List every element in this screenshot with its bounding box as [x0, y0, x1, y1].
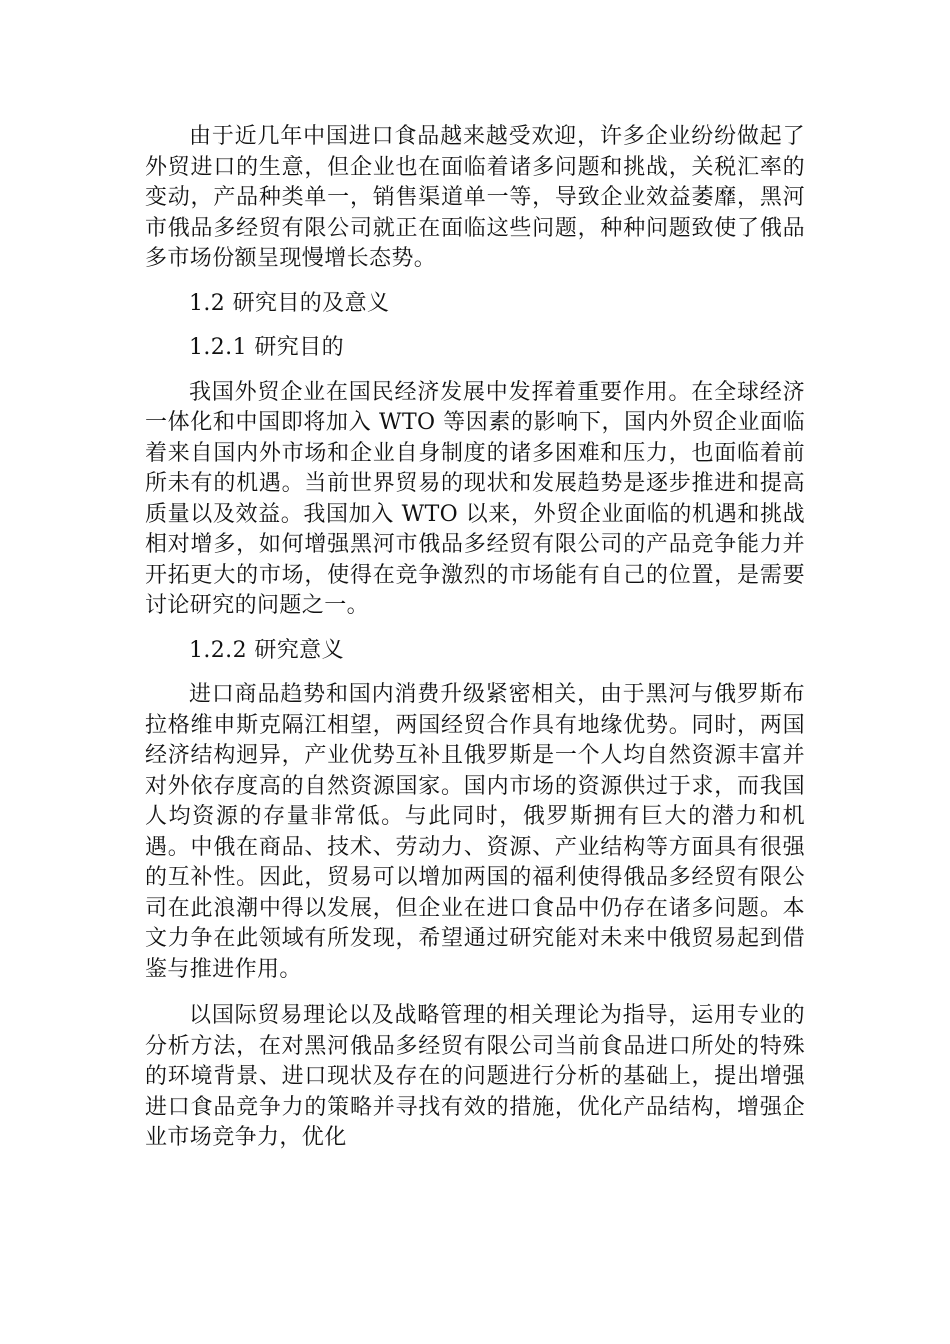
- paragraph-research-significance: 进口商品趋势和国内消费升级紧密相关，由于黑河与俄罗斯布拉格维申斯克隔江相望，两国经贸合作具有地缘优势。同时，两国经济结构迥异，产业优势互补且俄罗斯是一个人均自然资源丰富并对外依存度高的自然资源国家。国内市场的资源供过于求，而我国人均资源的存量非常低。与此同时，俄罗斯拥有巨大的潜力和机遇。中俄在商品、技术、劳动力、资源、产业结构等方面具有很强的互补性。因此，贸易可以增加两国的福利使得俄品多经贸有限公司在此浪潮中得以发展，但企业在进口食品中仍存在诸多问题。本文力争在此领域有所发现，希望通过研究能对未来中俄贸易起到借鉴与推进作用。: [145, 682, 805, 982]
- paragraph-research-purpose: 我国外贸企业在国民经济发展中发挥着重要作用。在全球经济一体化和中国即将加入 WTO 等因素的影响下，国内外贸企业面临着来自国内外市场和企业自身制度的诸多困难和压力，也面临着前所未有的机遇。当前世界贸易的现状和发展趋势是逐步推进和提高质量以及效益。我国加入 WTO 以来，外贸企业面临的机遇和挑战相对增多，如何增强黑河市俄品多经贸有限公司的产品竞争能力并开拓更大的市场，使得在竞争激烈的市场能有自己的位置，是需要讨论研究的问题之一。: [145, 379, 805, 618]
- subsection-heading-1-2-2: 1.2.2 研究意义: [189, 637, 344, 663]
- document-page: [145, 122, 805, 1154]
- paragraph-intro: 由于近几年中国进口食品越来越受欢迎，许多企业纷纷做起了外贸进口的生意，但企业也在面临着诸多问题和挑战，关税汇率的变动，产品种类单一，销售渠道单一等，导致企业效益萎靡，黑河市俄品多经贸有限公司就正在面临这些问题，种种问题致使了俄品多市场份额呈现慢增长态势。: [145, 124, 805, 271]
- paragraph-methodology: 以国际贸易理论以及战略管理的相关理论为指导，运用专业的分析方法，在对黑河俄品多经贸有限公司当前食品进口所处的特殊的环境背景、进口现状及存在的问题进行分析的基础上，提出增强进口食品竞争力的策略并寻找有效的措施，优化产品结构，增强企业市场竞争力，优化: [145, 1003, 805, 1150]
- section-heading-1-2: 1.2 研究目的及意义: [189, 290, 390, 316]
- subsection-heading-1-2-1: 1.2.1 研究目的: [189, 335, 344, 360]
